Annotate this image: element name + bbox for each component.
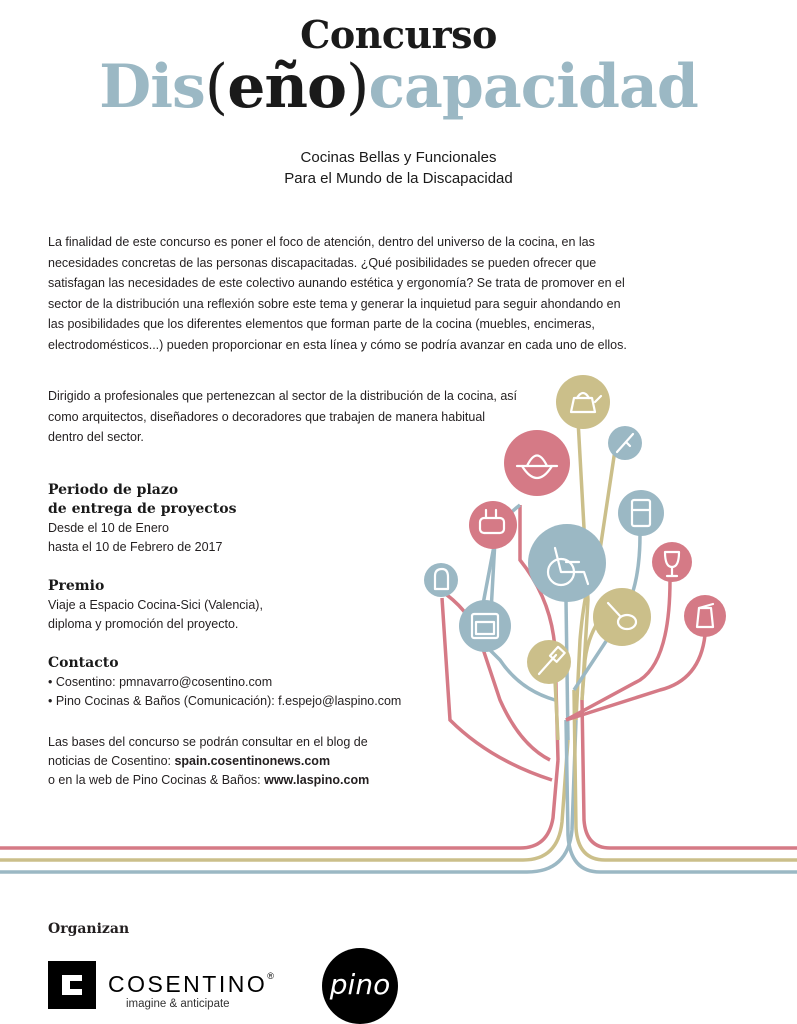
fridge-bubble [618, 490, 664, 536]
prize-section [48, 577, 428, 634]
cosentino-logo-text [108, 971, 274, 998]
deadline-section [48, 481, 428, 557]
oven-bubble [459, 600, 511, 652]
rules-line2 [48, 752, 428, 771]
prize-line2: diploma y promoción del proyecto. [48, 617, 239, 631]
audience-paragraph: Dirigido a profesionales que pertenezcan al sector de la distribución de la cocina, así como arquitectos, diseñadores o decoradores que trabajen de manera habitual dentro del sector. [48, 389, 518, 444]
intro-paragraph: La finalidad de este concurso es poner el foco de atención, dentro del universo de la cocina, en las necesidades concretas de las personas discapacitadas. ¿Qué posibilidades se pueden ofrecer que satisfagan las necesidades de este colectivo aunando estética y ergonomía? Se trata de promover en el sector de la distribución una reflexión sobre este tema y generar la inquietud para seguir ahondando en las posibilidades que los diferentes elementos que forman parte de la cocina (muebles, encimeras, electrodomésticos...) pueden proporcionar en esta línea y cómo se podría avanzar en cada uno de ellos. [48, 235, 627, 352]
contact-section [48, 654, 428, 711]
rules-line3-prefix: o en la web de Pino Cocinas & Baños: [48, 773, 265, 787]
deadline-line1: Desde el 10 de Enero [48, 521, 169, 535]
subtitle-line1: Cocinas Bellas y Funcionales [300, 149, 497, 166]
title-part2: eño [227, 52, 347, 122]
page-title [0, 52, 797, 122]
subtitle-line2: Para el Mundo de la Discapacidad [284, 170, 513, 187]
organizers-heading: Organizan [48, 921, 130, 937]
cosentino-blog-link[interactable]: spain.cosentinonews.com [174, 754, 331, 768]
trunk-line-pink-right [582, 700, 797, 848]
rules-line3 [48, 771, 428, 790]
deadline-line2: hasta el 10 de Febrero de 2017 [48, 540, 223, 554]
contact-item-pino: • Pino Cocinas & Baños (Comunicación): f.espejo@laspino.com [48, 694, 402, 708]
cosentino-logo-mark [48, 961, 96, 1009]
title-part3: capacidad [368, 52, 698, 122]
pino-logo-text: pino [329, 968, 391, 1001]
trunk-line-gold-right [574, 690, 797, 860]
contact-item-cosentino: • Cosentino: pmnavarro@cosentino.com [48, 675, 273, 689]
cosentino-c-icon [48, 961, 96, 1009]
deadline-heading-line2: de entrega de proyectos [48, 501, 237, 517]
contest-label: Concurso [300, 12, 497, 57]
kettle-bubble [556, 375, 610, 429]
title-paren-open: ( [204, 52, 228, 122]
title-paren-close: ) [346, 52, 369, 122]
cosentino-registered-mark: ® [267, 971, 274, 981]
subtitle [0, 147, 797, 189]
rules-line2-prefix: noticias de Cosentino: [48, 754, 175, 768]
rules-section [48, 733, 428, 790]
rules-line1: Las bases del concurso se podrán consultar en el blog de [48, 735, 368, 749]
title-part1: Dis [99, 52, 205, 122]
pino-logo [322, 948, 398, 1024]
deadline-heading-line1: Periodo de plazo [48, 482, 179, 498]
mixer-bubble [684, 595, 726, 637]
prize-line1: Viaje a Espacio Cocina-Sici (Valencia), [48, 598, 263, 612]
toaster-bubble [469, 501, 517, 549]
cosentino-tagline: imagine & anticipate [126, 998, 230, 1010]
cosentino-name: COSENTINO [108, 971, 268, 997]
contact-heading: Contacto [48, 655, 119, 671]
laspino-web-link[interactable]: www.laspino.com [264, 773, 370, 787]
prize-heading: Premio [48, 578, 105, 594]
